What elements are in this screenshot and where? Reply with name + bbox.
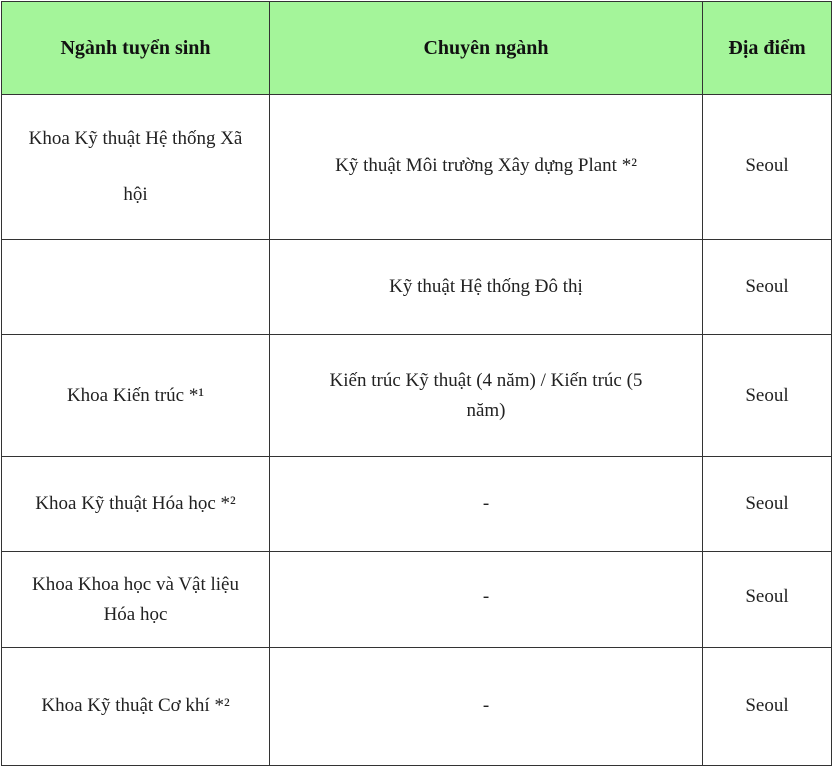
major-cell	[2, 240, 270, 335]
location-cell: Seoul	[703, 552, 832, 648]
header-location: Địa điểm	[703, 2, 832, 95]
table-row	[2, 648, 832, 766]
header-specialization: Chuyên ngành	[270, 2, 703, 95]
major-cell: Khoa Kỹ thuật Hóa học *²	[2, 457, 270, 552]
table-row	[2, 240, 832, 335]
table-row	[2, 335, 832, 457]
location-cell: Seoul	[703, 648, 832, 766]
major-cell: Khoa Kỹ thuật Cơ khí *²	[2, 648, 270, 766]
table-header-row	[2, 2, 832, 95]
specialization-cell: -	[270, 648, 703, 766]
location-cell: Seoul	[703, 335, 832, 457]
specialization-cell: Kiến trúc Kỹ thuật (4 năm) / Kiến trúc (5 năm)	[270, 335, 703, 457]
specialization-cell: -	[270, 457, 703, 552]
specialization-cell: Kỹ thuật Môi trường Xây dựng Plant *²	[270, 95, 703, 240]
header-major: Ngành tuyển sinh	[2, 2, 270, 95]
table-row	[2, 457, 832, 552]
table-row	[2, 552, 832, 648]
location-cell: Seoul	[703, 240, 832, 335]
table-row	[2, 95, 832, 240]
major-cell: Khoa Kỹ thuật Hệ thống Xã hội	[2, 95, 270, 240]
location-cell: Seoul	[703, 457, 832, 552]
major-cell: Khoa Khoa học và Vật liệu Hóa học	[2, 552, 270, 648]
specialization-cell: Kỹ thuật Hệ thống Đô thị	[270, 240, 703, 335]
location-cell: Seoul	[703, 95, 832, 240]
specialization-cell: -	[270, 552, 703, 648]
major-cell: Khoa Kiến trúc *¹	[2, 335, 270, 457]
admissions-table	[1, 1, 832, 766]
